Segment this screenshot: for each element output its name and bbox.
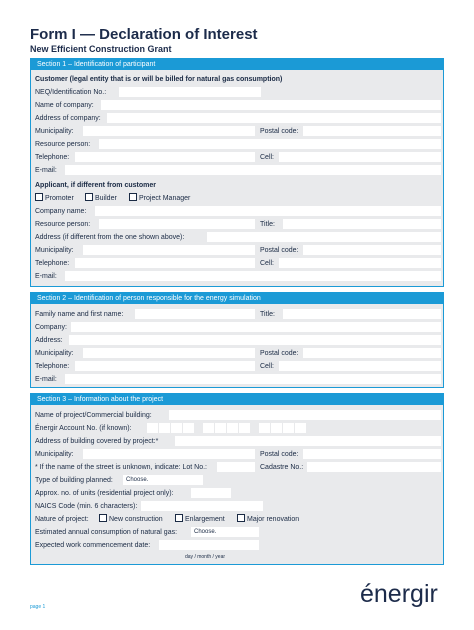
cell-input[interactable] [279,152,441,162]
cell2-input[interactable] [279,258,441,268]
company-address-input[interactable] [107,113,441,123]
address-input-s2[interactable] [69,335,441,345]
title-input-s2[interactable] [283,309,441,319]
customer-heading: Customer (legal entity that is or will be billed for natural gas consumption) [35,76,283,83]
postal-code-label-s3: Postal code: [260,451,299,458]
account-digit-box[interactable] [183,423,194,433]
account-digit-box[interactable] [239,423,250,433]
telephone-input-s2[interactable] [75,361,255,371]
section-2-heading: Section 2 – Identification of person responsible for the energy simulation [31,293,443,304]
cell2-label: Cell: [260,260,275,267]
project-manager-checkbox[interactable] [129,193,137,201]
telephone-input[interactable] [75,152,255,162]
company-name-input[interactable] [101,100,441,110]
energir-logo: énergir [360,580,438,608]
resource-person-input[interactable] [99,139,441,149]
new-construction-checkbox[interactable] [99,514,107,522]
address2-input[interactable] [207,232,441,242]
building-address-label: Address of building covered by project:* [35,438,159,445]
company-name-label: Name of company: [35,102,94,109]
resource-person-label: Resource person: [35,141,91,148]
municipality-label: Municipality: [35,128,74,135]
email2-input[interactable] [65,271,441,281]
option-builder[interactable] [85,193,117,204]
postal-code-input[interactable] [303,126,441,136]
new-construction-label: New construction [109,516,163,523]
telephone-label: Telephone: [35,154,70,161]
units-input[interactable] [191,488,231,498]
consumption-value: Choose. [194,529,217,535]
municipality-input-s2[interactable] [83,348,255,358]
work-date-label: Expected work commencement date: [35,542,151,549]
email-input[interactable] [65,165,441,175]
resource-person2-label: Resource person: [35,221,91,228]
enlargement-label: Enlargement [185,516,225,523]
title-label-s2: Title: [260,311,275,318]
municipality-label-s3: Municipality: [35,451,74,458]
major-renovation-checkbox[interactable] [237,514,245,522]
account-label: Énergir Account No. (if known): [35,425,132,432]
title-input[interactable] [283,219,441,229]
company-name2-label: Company name: [35,208,87,215]
postal-code2-input[interactable] [303,245,441,255]
section-3-heading: Section 3 – Information about the project [31,394,443,405]
enlargement-checkbox[interactable] [175,514,183,522]
building-address-input[interactable] [175,436,441,446]
company-input-s2[interactable] [71,322,441,332]
building-type-value: Choose. [126,477,149,483]
municipality2-input[interactable] [83,245,255,255]
family-first-label: Family name and first name: [35,311,124,318]
section-1 [30,58,444,287]
postal-code2-label: Postal code: [260,247,299,254]
consumption-label: Estimated annual consumption of natural gas: [35,529,178,536]
postal-code-input-s2[interactable] [303,348,441,358]
company-label-s2: Company: [35,324,67,331]
applicant-heading: Applicant, if different from customer [35,182,156,189]
naics-label: NAICS Code (min. 6 characters): [35,503,138,510]
postal-code-label: Postal code: [260,128,299,135]
neq-label: NEQ/Identification No.: [35,89,107,96]
lot-no-input[interactable] [217,462,255,472]
account-digit-box[interactable] [147,423,158,433]
cell-input-s2[interactable] [279,361,441,371]
project-manager-label: Project Manager [139,195,191,202]
account-digit-box[interactable] [227,423,238,433]
form-subtitle: New Efficient Construction Grant [30,44,172,54]
account-digit-box[interactable] [159,423,170,433]
major-renovation-label: Major renovation [247,516,300,523]
postal-code-label-s2: Postal code: [260,350,299,357]
section-3 [30,393,444,565]
family-first-input[interactable] [135,309,255,319]
telephone2-label: Telephone: [35,260,70,267]
builder-checkbox[interactable] [85,193,93,201]
cadastre-label: Cadastre No.: [260,464,304,471]
section-1-heading: Section 1 – Identification of participant [31,59,443,70]
builder-label: Builder [95,195,117,202]
municipality-input[interactable] [83,126,255,136]
building-type-label: Type of building planned: [35,477,113,484]
nature-label: Nature of project: [35,516,89,523]
email-label: E-mail: [35,167,57,174]
telephone2-input[interactable] [75,258,255,268]
option-new-construction[interactable] [99,514,163,525]
municipality-input-s3[interactable] [83,449,255,459]
date-format-hint: day / month / year [185,554,226,560]
resource-person2-input[interactable] [99,219,255,229]
address2-label: Address (if different from the one shown above): [35,234,185,241]
option-enlargement[interactable] [175,514,225,525]
telephone-label-s2: Telephone: [35,363,70,370]
project-name-label: Name of project/Commercial building: [35,412,152,419]
neq-input[interactable] [119,87,261,97]
option-promoter[interactable] [35,193,74,204]
email-label-s2: E-mail: [35,376,57,383]
email2-label: E-mail: [35,273,57,280]
company-name2-input[interactable] [95,206,441,216]
section-2 [30,292,444,388]
municipality-label-s2: Municipality: [35,350,74,357]
email-input-s2[interactable] [65,374,441,384]
address-label-s2: Address: [35,337,63,344]
lot-no-label: * If the name of the street is unknown, indicate: Lot No.: [35,464,207,471]
cell-label: Cell: [260,154,275,161]
account-digit-box[interactable] [259,423,270,433]
project-name-input[interactable] [169,410,441,420]
work-date-input[interactable] [159,540,259,550]
account-digit-box[interactable] [215,423,226,433]
account-digit-box[interactable] [271,423,282,433]
account-digit-box[interactable] [203,423,214,433]
promoter-checkbox[interactable] [35,193,43,201]
cell-label-s2: Cell: [260,363,275,370]
units-label: Approx. no. of units (residential project only): [35,490,174,497]
account-digit-box[interactable] [295,423,306,433]
page-number: page 1 [30,604,46,610]
account-digit-box[interactable] [171,423,182,433]
promoter-label: Promoter [45,195,74,202]
form-title: Form I — Declaration of Interest [30,26,258,43]
option-project-manager[interactable] [129,193,190,204]
cadastre-input[interactable] [307,462,441,472]
title-label: Title: [260,221,275,228]
municipality2-label: Municipality: [35,247,74,254]
option-major-renovation[interactable] [237,514,299,525]
company-address-label: Address of company: [35,115,101,122]
naics-input[interactable] [141,501,263,511]
account-digit-box[interactable] [283,423,294,433]
postal-code-input-s3[interactable] [303,449,441,459]
